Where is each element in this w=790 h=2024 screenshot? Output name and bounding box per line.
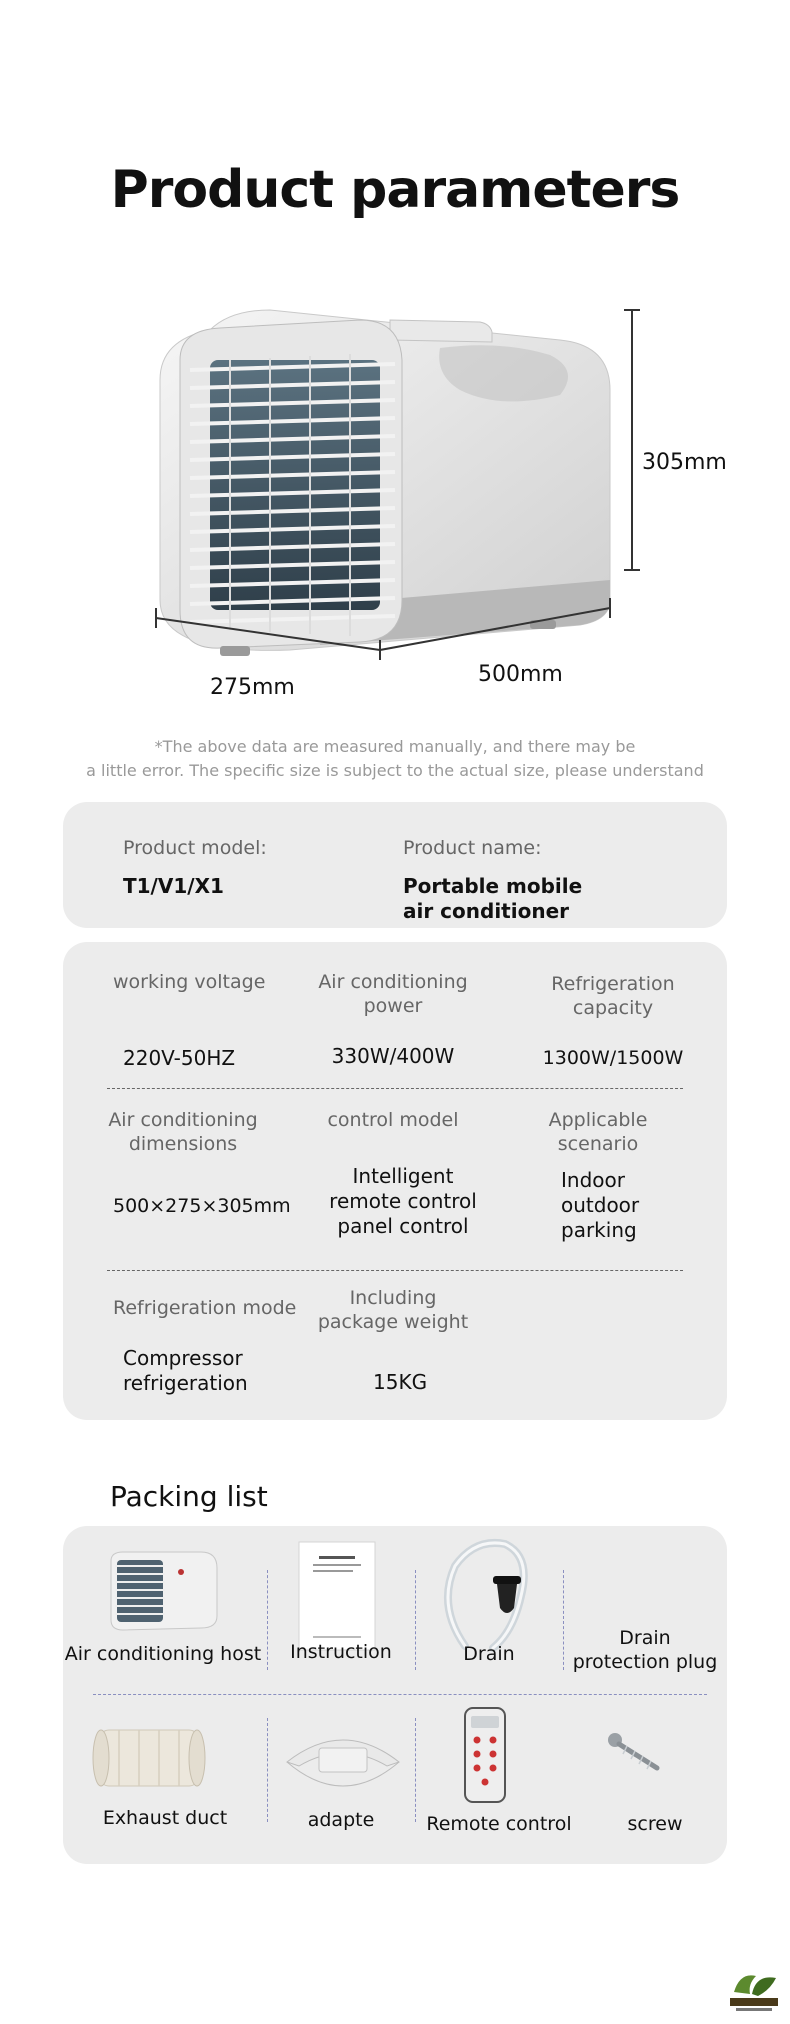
control-value — [303, 1164, 503, 1239]
model-value: T1/V1/X1 — [123, 874, 224, 898]
name-value-line-1: Portable mobile — [403, 874, 583, 898]
exhaust-duct-image — [89, 1722, 209, 1794]
mode-value — [123, 1346, 248, 1396]
scenario-value-line-3: parking — [561, 1218, 637, 1242]
ac-host-image — [101, 1546, 221, 1636]
note-line-2: a little error. The specific size is subject to the actual size, please understand — [86, 761, 704, 780]
drain-label: Drain — [463, 1643, 515, 1665]
divider-2 — [107, 1270, 683, 1271]
measurement-lines — [140, 590, 620, 670]
ac-host-label: Air conditioning host — [64, 1643, 262, 1665]
control-value-line-1: Intelligent — [352, 1164, 454, 1188]
control-value-line-3: panel control — [337, 1214, 469, 1238]
dimensions-label-line-2: dimensions — [128, 1133, 238, 1155]
dimensions-value: 500×275×305mm — [113, 1195, 291, 1217]
weight-label-line-2: package weight — [317, 1311, 469, 1333]
exhaust-duct-label: Exhaust duct — [102, 1807, 228, 1829]
screw-image — [605, 1730, 665, 1774]
dimensions-label-line-1: Air conditioning — [108, 1109, 258, 1131]
scenario-label-line-2: scenario — [557, 1133, 639, 1155]
width-dimension: 275mm — [210, 675, 295, 700]
capacity-label-line-1: Refrigeration — [551, 973, 675, 995]
instruction-manual-image — [297, 1540, 377, 1652]
weight-value: 15KG — [373, 1370, 428, 1394]
brand-logo — [726, 1966, 782, 2014]
drain-plug-label-line-2: protection plug — [572, 1651, 718, 1673]
power-value: 330W/400W — [331, 1044, 455, 1068]
drain-plug-label-line-1: Drain — [619, 1627, 671, 1649]
mode-value-line-2: refrigeration — [123, 1371, 248, 1395]
control-label: control model — [327, 1109, 459, 1131]
name-value — [403, 874, 582, 924]
divider-1 — [107, 1088, 683, 1089]
scenario-label-line-1: Applicable — [548, 1109, 648, 1131]
capacity-label-line-2: capacity — [572, 997, 654, 1019]
model-panel — [63, 802, 727, 928]
weight-label-line-1: Including — [349, 1287, 437, 1309]
grid-line-v4 — [267, 1718, 268, 1822]
adapter-label: adapte — [307, 1809, 375, 1831]
capacity-label — [523, 972, 703, 1020]
grid-line-v5 — [415, 1718, 416, 1822]
grid-line-h — [93, 1694, 707, 1695]
scenario-value — [561, 1168, 639, 1243]
drain-plug-image — [487, 1574, 527, 1620]
adapter-image — [283, 1718, 403, 1798]
specs-panel — [63, 942, 727, 1420]
packing-panel — [63, 1526, 727, 1864]
page-title: Product parameters — [110, 160, 680, 220]
screw-label: screw — [627, 1813, 683, 1835]
model-label: Product model: — [123, 837, 267, 859]
height-dimension: 305mm — [642, 450, 727, 475]
name-value-line-2: air conditioner — [403, 899, 570, 923]
power-label-line-2: power — [363, 995, 423, 1017]
mode-label: Refrigeration mode — [113, 1297, 297, 1319]
capacity-value: 1300W/1500W — [542, 1047, 684, 1069]
scenario-label — [523, 1108, 673, 1156]
name-label: Product name: — [403, 837, 542, 859]
mode-value-line-1: Compressor — [123, 1346, 243, 1370]
instruction-label: Instruction — [290, 1641, 392, 1663]
remote-control-image — [463, 1706, 507, 1804]
note-line-1: *The above data are measured manually, and there may be — [154, 737, 636, 756]
control-value-line-2: remote control — [329, 1189, 477, 1213]
remote-control-label: Remote control — [426, 1813, 572, 1835]
dimensions-label — [93, 1108, 273, 1156]
scenario-value-line-1: Indoor — [561, 1168, 625, 1192]
drain-plug-label — [563, 1626, 727, 1674]
measurement-note — [0, 735, 790, 783]
depth-dimension: 500mm — [478, 662, 563, 687]
power-label — [303, 970, 483, 1018]
scenario-value-line-2: outdoor — [561, 1193, 640, 1217]
power-label-line-1: Air conditioning — [318, 971, 468, 993]
packing-list-title: Packing list — [110, 1480, 268, 1513]
voltage-label: working voltage — [113, 971, 266, 993]
weight-label — [303, 1286, 483, 1334]
voltage-value: 220V-50HZ — [123, 1046, 236, 1070]
